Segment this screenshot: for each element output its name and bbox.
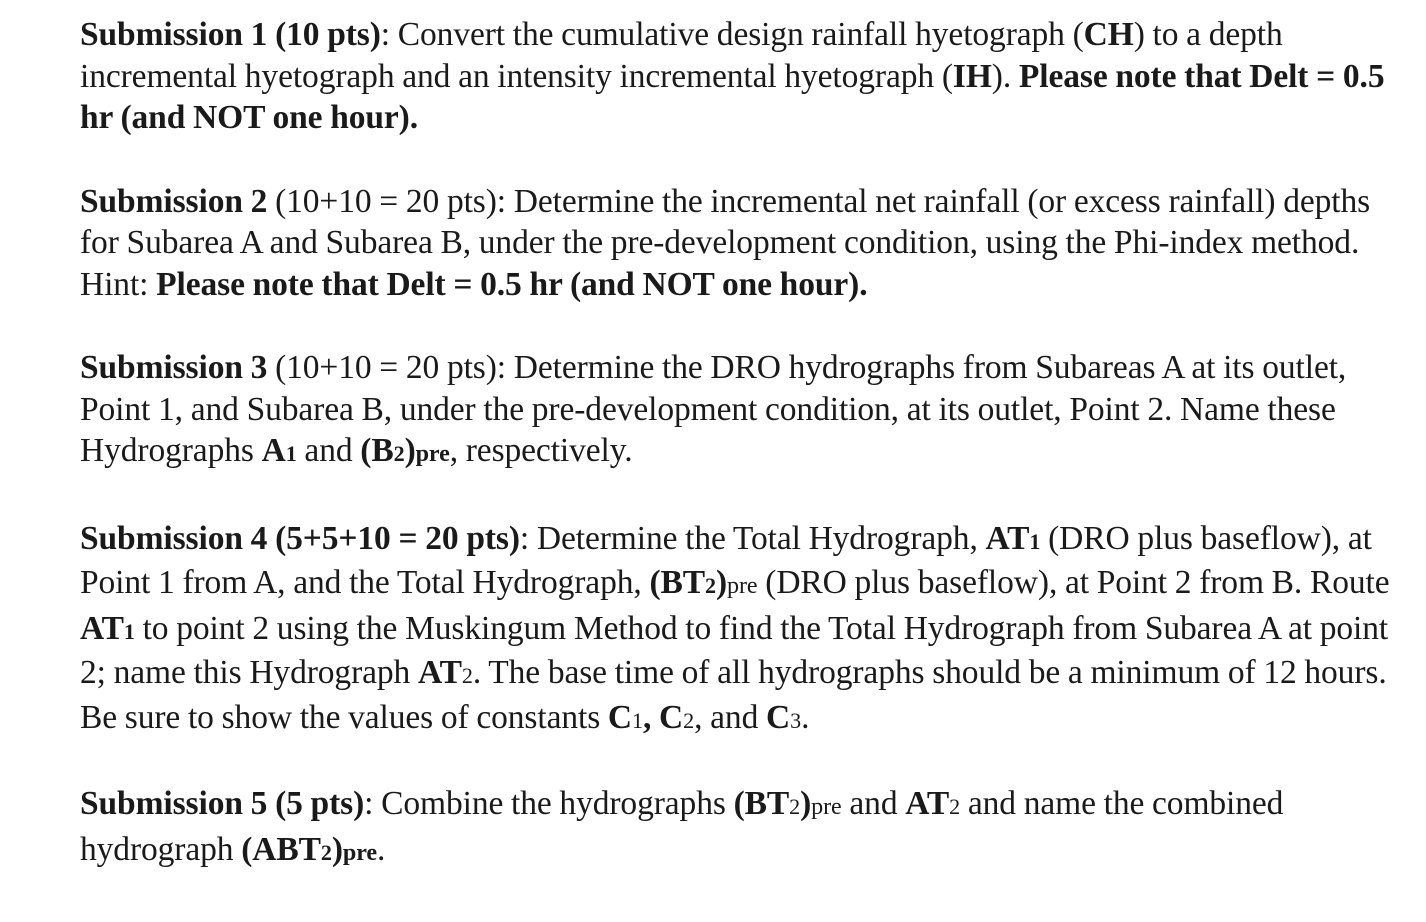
submission-4-heading: Submission 4 (5+5+10 = 20 pts) [80, 519, 520, 557]
submission-1-note: Please note that Delt = 0.5 hr (and NOT one hour). [80, 57, 1385, 136]
submission-1: Submission 1 (10 pts): Convert the cumulative design rainfall hyetograph (CH) to a depth incremental hyetograph and an intensity incremental hyetograph (IH). Please note that Delt = 0.5 hr (and NOT one hour). [80, 16, 1385, 136]
submission-2-heading: Submission 2 [80, 182, 268, 220]
submission-5-heading: Submission 5 (5 pts) [80, 785, 365, 822]
submission-2: Submission 2 (10+10 = 20 pts): Determine the incremental net rainfall (or excess rainfall) depths for Subarea A and Subarea B, under the pre-development condition, using the Phi-index method. Hint: Please note that Delt = 0.5 hr (and NOT one hour). [80, 182, 1371, 303]
submission-3: Submission 3 (10+10 = 20 pts): Determine the DRO hydrographs from Subareas A at its outlet, Point 1, and Subarea B, under the pre-development condition, at its outlet, Point 2. Name these Hydrographs A1 and (B2)pre, respectively. [80, 349, 1347, 469]
submission-5: Submission 5 (5 pts): Combine the hydrographs (BT2)pre and AT2 and name the combined hydrograph (ABT2)pre. [80, 785, 1284, 868]
submission-3-heading: Submission 3 [80, 349, 268, 386]
submission-4: Submission 4 (5+5+10 = 20 pts): Determine the Total Hydrograph, AT1 (DRO plus baseflow), at Point 1 from A, and the Total Hydrograph, (BT2)pre (DRO plus baseflow), at Point 2 from B. Route AT1 to point 2 using the Muskingum Method to find the Total Hydrograph from Subarea A at point 2; name this Hydrograph AT2. The base time of all hydrographs should be a minimum of 12 hours. Be sure to show the values of constants C1, C2, and C3. [80, 519, 1390, 736]
assignment-page [80, 14, 1400, 916]
submission-2-note: Please note that Delt = 0.5 hr (and NOT one hour). [156, 265, 868, 303]
submission-1-heading: Submission 1 (10 pts) [80, 16, 381, 53]
